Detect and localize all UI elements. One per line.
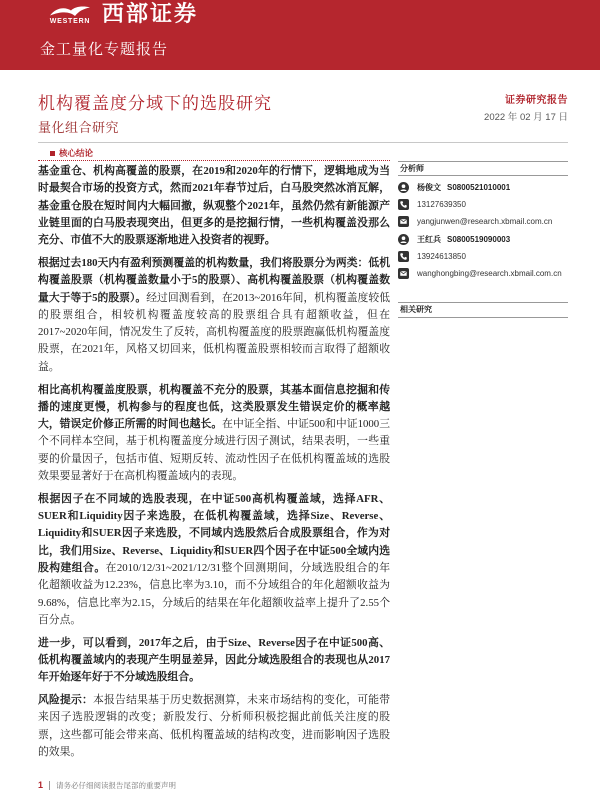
analyst-phone: 13924613850 [417,251,466,261]
report-subtitle: 量化组合研究 [38,120,120,135]
person-icon [398,182,409,193]
analyst-email-link[interactable]: wanghongbing@research.xbmail.com.cn [417,269,562,279]
paragraph-bold-text: 进一步，可以看到，2017年之后，由于Size、Reverse因子在中证500高、低机构覆盖域内的表现产生明显差异，因此分域选股组合的表现也从2017年开始逐年好于不分域选股组合。 [38,636,390,684]
report-category: 金工量化专题报告 [40,40,169,58]
core-conclusion-heading [38,146,390,161]
risk-warning-text: 本报告结果基于历史数据测算，未来市场结构的变化，可能带来因子选股逻辑的改变；新股发行、分析师积极挖掘此前低关注度的股票，这些都可能会带来高、低机构覆盖域的结构改变，进而影响因子选股的效果。 [38,694,390,758]
analyst-list [398,179,568,282]
paragraph-bold-text: 基金重仓、机构高覆盖的股票，在2019和2020年的行情下，逻辑地成为当时最契合市场的投资方式，然而2021年春节过后，白马股突然冰消瓦解，基金重仓股在短时间内大幅回撤，纵观整个2021年，虽然仍然有新能源产业链里面的白马股表现突出，但更多的是挖掘行情，一些机构覆盖没那么充分、市值不大的股票逐渐地进入投资者的视野。 [38,165,390,247]
conclusion-paragraph [38,635,390,687]
mail-icon [398,216,409,227]
page-number: 1 [38,780,44,790]
analyst-name: 王红兵 [417,234,441,244]
analyst-phone: 13127639350 [417,200,466,210]
conclusion-paragraph [38,491,390,629]
report-header [0,0,600,70]
paragraph-body-text: 在2010/12/31~2021/12/31整个回测期间，分域选股组合的年化超额收益为12.23%，信息比率为3.10，而不分域组合的年化超额收益为9.68%，信息比率为2.15，分域后的结果在年化超额收益率上提升了2.55个百分点。 [38,562,390,626]
report-title: 机构覆盖度分域下的选股研究 [38,94,272,113]
footer-disclaimer: 请务必仔细阅读报告尾部的重要声明 [56,780,177,790]
analyst-name-row [398,179,568,196]
analyst-sidebar [398,161,568,318]
analyst-phone-row [398,196,568,213]
related-research-heading: 相关研究 [398,302,568,318]
analyst-name: 杨俊文 [417,183,441,193]
footer-separator [49,781,50,790]
conclusion-paragraph [38,382,390,486]
paragraph-bold-text: 根据因子在不同域的选股表现，在中证500高机构覆盖域，选择AFR、SUER和Liquidity因子来选股，在低机构覆盖域，选择Size、Reverse、Liquidity和SUER因子来选股，不同域内选股然后合成股票组合，作为对比，我们用Size、Reverse、Liquidity和SUER四个因子在中证500全域内选股构建组合。 [38,492,390,575]
phone-icon [398,251,409,262]
analyst-license: S0800519090003 [447,234,511,244]
conclusion-paragraph [38,163,390,249]
page-footer [38,779,176,791]
logo-wordmark: WESTERN [49,18,91,25]
analyst-email-row [398,265,568,282]
company-logo [42,5,98,27]
title-divider [38,142,568,143]
risk-warning-label: 风险提示： [38,694,94,707]
conclusion-paragraph [38,255,390,376]
analyst-name-row [398,231,568,248]
analyst-heading: 分析师 [398,161,568,176]
analyst-license: S0800521010001 [447,183,511,193]
paragraph-bold-text: 根据过去180天内有盈利预测覆盖的机构数量，我们将股票分为两类：低机构覆盖股票（机构覆盖数量小于5的股票）、高机构覆盖股票（机构覆盖数量大于等于5的股票）。 [38,256,390,304]
logo-mark-icon [49,5,91,17]
phone-icon [398,199,409,210]
person-icon [398,234,409,245]
mail-icon [398,268,409,279]
core-conclusion-heading-label: 核心结论 [59,149,94,159]
square-bullet-icon [50,151,55,156]
analyst-email-row [398,213,568,230]
conclusion-paragraphs [38,163,390,767]
paragraph-body-text: 经过回测看到，在2013~2016年间，机构覆盖度较低的股票组合，相较机构覆盖度较高的股票组合具有超额收益，但在2017~2020年间，情况发生了反转，高机构覆盖度的股票跑赢低机构覆盖度股票，在2021年，风格又切回来，低机构覆盖股票相较而言取得了超额收益。 [38,291,390,373]
brand-name: 西部证券 [102,2,199,27]
paragraph-bold-text: 相比高机构覆盖度股票，机构覆盖不充分的股票，其基本面信息挖掘和传播的速度更慢，机构参与的程度也低，这类股票发生错误定价的概率越大，错误定价修正所需的时间也越长。 [38,383,390,431]
paragraph-body-text: 在中证全指、中证500和中证1000三个不同样本空间，基于机构覆盖度分域进行因子测试，结果表明，一些重要的价量因子，包括市值、短期反转、流动性因子在低机构覆盖域的选股效果要显著好于在高机构覆盖域内的表现。 [38,418,390,483]
risk-warning-paragraph [38,692,390,761]
analyst-email-link[interactable]: yangjunwen@research.xbmail.com.cn [417,217,553,227]
analyst-phone-row [398,248,568,265]
report-type-label: 证券研究报告 [505,95,568,106]
report-date: 2022 年 02 月 17 日 [484,112,568,123]
core-conclusion-section [38,146,390,767]
